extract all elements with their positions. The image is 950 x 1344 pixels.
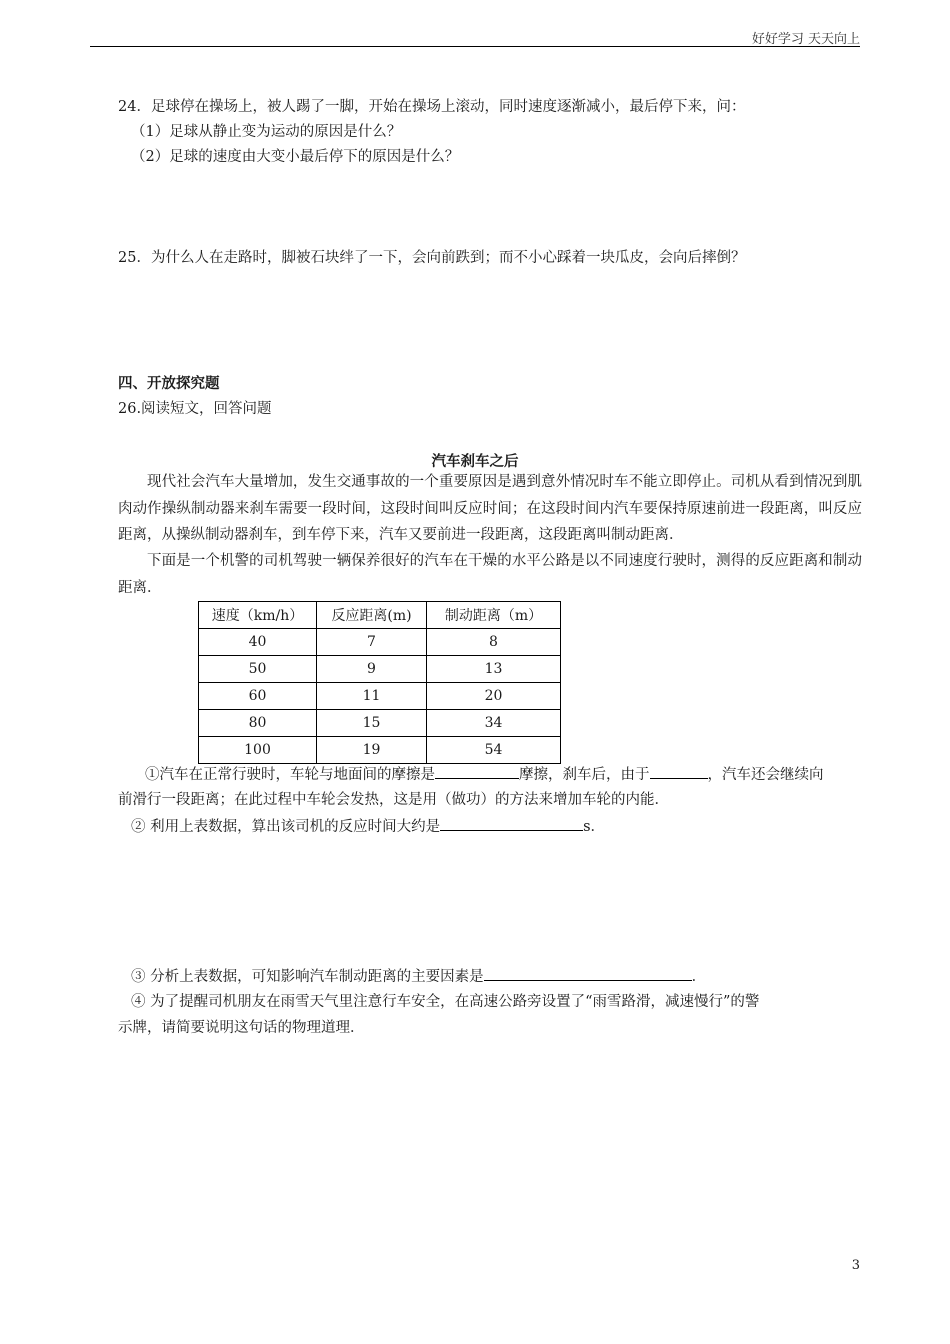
table-cell: 50 — [199, 656, 317, 683]
sub-question-3-text-a: ③ 分析上表数据，可知影响汽车制动距离的主要因素是 — [131, 969, 484, 985]
sub-question-2-text-a: ② 利用上表数据，算出该司机的反应时间大约是 — [131, 819, 441, 835]
question-25-stem: 25．为什么人在走路时，脚被石块绊了一下，会向前跌到；而不小心踩着一块瓜皮，会向后摔倒？ — [118, 250, 746, 266]
table-cell: 13 — [427, 656, 561, 683]
page-header: 好好学习 天天向上 — [751, 32, 860, 47]
answer-blank-main-factor[interactable] — [484, 966, 692, 981]
article-paragraph-2: 下面是一个机警的司机驾驶一辆保养很好的汽车在干燥的水平公路是以不同速度行驶时，测得的反应距离和制动距离． — [118, 553, 862, 596]
sub-question-2-text-b: s． — [583, 819, 606, 835]
sub-question-4-line-1: ④ 为了提醒司机朋友在雨雪天气里注意行车安全，在高速公路旁设置了“雨雪路滑，减速慢行”的警 — [131, 994, 760, 1010]
sub-question-3 — [131, 966, 706, 987]
answer-blank-friction-type[interactable] — [435, 764, 519, 779]
question-24-stem: 24．足球停在操场上，被人踢了一脚，开始在操场上滚动，同时速度逐渐减小，最后停下来，问： — [118, 99, 746, 115]
table-cell: 8 — [427, 629, 561, 656]
table-cell: 20 — [427, 683, 561, 710]
answer-blank-reaction-time[interactable] — [440, 816, 583, 831]
table-header-cell: 反应距离(m) — [317, 602, 427, 629]
sub-question-2 — [131, 816, 605, 837]
table-header-row — [199, 602, 561, 629]
table-header-cell: 制动距离（m） — [427, 602, 561, 629]
sub-question-1-line-1 — [145, 764, 824, 785]
table-cell: 34 — [427, 710, 561, 737]
table-cell: 60 — [199, 683, 317, 710]
table-cell: 80 — [199, 710, 317, 737]
table-header-cell: 速度（km/h） — [199, 602, 317, 629]
sub-question-1-text-c: ，汽车还会继续向 — [707, 767, 824, 783]
table-cell: 11 — [317, 683, 427, 710]
header-divider — [90, 46, 860, 47]
table-row — [199, 656, 561, 683]
table-cell: 100 — [199, 737, 317, 764]
page-number: 3 — [851, 1258, 860, 1273]
table-row — [199, 629, 561, 656]
table-cell: 15 — [317, 710, 427, 737]
table-row — [199, 683, 561, 710]
article-title: 汽车刹车之后 — [431, 453, 519, 470]
sub-question-1-text-a: ①汽车在正常行驶时，车轮与地面间的摩擦是 — [145, 767, 435, 783]
sub-question-1-line-2: 前滑行一段距离；在此过程中车轮会发热，这是用（做功）的方法来增加车轮的内能． — [118, 792, 669, 808]
sub-question-4-line-2: 示牌，请简要说明这句话的物理道理． — [118, 1020, 365, 1036]
question-24-sub1: （1）足球从静止变为运动的原因是什么？ — [131, 124, 402, 140]
table-row — [199, 710, 561, 737]
table-cell: 40 — [199, 629, 317, 656]
sub-question-3-text-b: ． — [691, 969, 707, 985]
sub-question-1-text-b: 摩擦，刹车后，由于 — [519, 767, 650, 783]
braking-data-table — [198, 601, 561, 764]
table-cell: 54 — [427, 737, 561, 764]
question-26-intro: 26.阅读短文，回答问题 — [118, 401, 272, 417]
table-cell: 19 — [317, 737, 427, 764]
article-paragraph-1: 现代社会汽车大量增加，发生交通事故的一个重要原因是遇到意外情况时车不能立即停止。司机从看到情况到肌肉动作操纵制动器来刹车需要一段时间，这段时间叫反应时间；在这段时间内汽车要保持原速前进一段距离，叫反应距离，从操纵制动器刹车，到车停下来，汽车又要前进一段距离，这段距离叫制动距离． — [118, 474, 862, 543]
section-heading: 四、开放探究题 — [118, 375, 220, 392]
answer-blank-reason[interactable] — [650, 764, 708, 779]
question-24-sub2: （2）足球的速度由大变小最后停下的原因是什么？ — [131, 149, 460, 165]
table-cell: 9 — [317, 656, 427, 683]
table-cell: 7 — [317, 629, 427, 656]
table-row — [199, 737, 561, 764]
